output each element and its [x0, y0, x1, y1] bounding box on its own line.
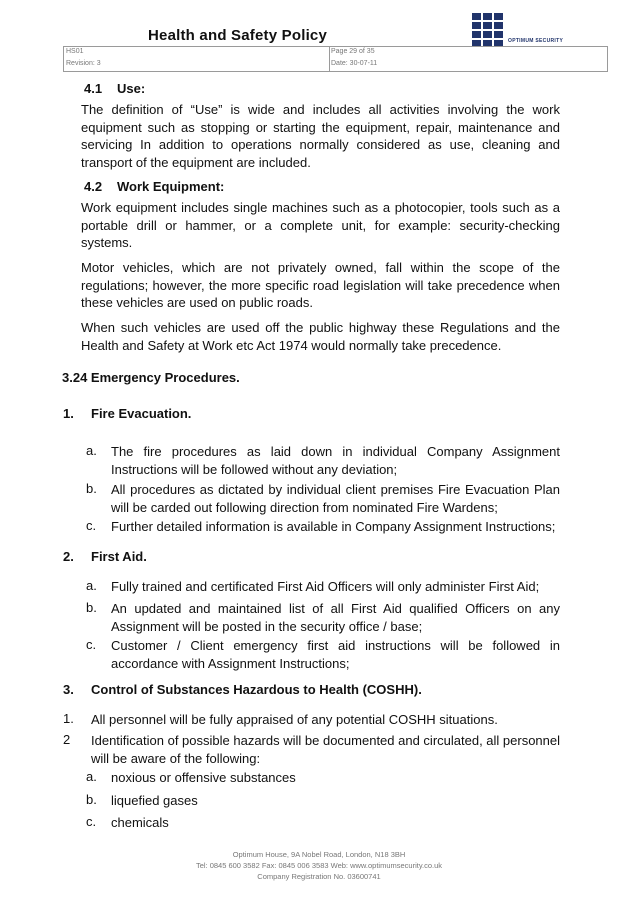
section-4-2-number: 4.2 [84, 179, 103, 194]
list-item-label: b. [86, 600, 97, 615]
coshh-point: Identification of possible hazards will be documented and circulated, all personnel will be aware of the following: [91, 733, 561, 766]
section-4-1-number: 4.1 [84, 81, 103, 96]
list-item: All procedures as dictated by individual client premises Fire Evacuation Plan will be carded out following direction from nominated Fire Wardens; [111, 482, 560, 515]
fire-evacuation-number: 1. [63, 406, 74, 421]
coshh-point-label: 1. [63, 711, 74, 726]
list-item: chemicals [111, 815, 169, 830]
list-item: Further detailed information is available in Company Assignment Instructions; [111, 519, 556, 534]
logo-text: OPTIMUM SECURITY [508, 38, 564, 44]
section-3-24-heading: 3.24 Emergency Procedures. [62, 370, 240, 385]
list-item-label: c. [86, 518, 97, 533]
list-item-label: c. [86, 637, 97, 652]
coshh-point: All personnel will be fully appraised of any potential COSHH situations. [91, 712, 498, 727]
page-number: Page 29 of 35 [331, 48, 375, 55]
list-item-label: c. [86, 814, 97, 829]
fire-evacuation-heading: Fire Evacuation. [91, 406, 192, 421]
list-item: Customer / Client emergency first aid instructions will be followed in accordance with Assignment Instructions; [111, 638, 560, 671]
footer-registration: Company Registration No. 03600741 [257, 872, 381, 881]
list-item-label: a. [86, 443, 97, 458]
section-4-2-para-2: Motor vehicles, which are not privately owned, fall within the scope of the regulations; however, the more specific road legislation will take precedence when these vehicles are used on public roads. [81, 260, 560, 310]
first-aid-heading: First Aid. [91, 549, 147, 564]
section-4-2-para-3: When such vehicles are used off the public highway these Regulations and the Health and Safety at Work etc Act 1974 would normally take precedence. [81, 320, 560, 353]
footer-contact: Tel: 0845 600 3582 Fax: 0845 006 3583 Web: www.optimumsecurity.co.uk [195, 861, 443, 870]
list-item: Fully trained and certificated First Aid Officers will only administer First Aid; [111, 579, 540, 594]
list-item: liquefied gases [111, 793, 198, 808]
list-item-label: b. [86, 792, 97, 807]
section-4-1-body: The definition of “Use” is wide and includes all activities involving the work equipment such as stopping or starting the equipment, repair, maintenance and servicing In addition to operations normally considered as use, cleaning and transport of the equipment are included. [81, 102, 560, 170]
revision: Revision: 3 [66, 60, 101, 67]
doc-id: HS01 [66, 48, 84, 55]
list-item-label: a. [86, 769, 97, 784]
section-4-2-para-1: Work equipment includes single machines such as a photocopier, tools such as a portable drill or hammer, or a complete unit, for example: security-checking systems. [81, 200, 560, 250]
first-aid-number: 2. [63, 549, 74, 564]
list-item: noxious or offensive substances [111, 770, 296, 785]
list-item-label: b. [86, 481, 97, 496]
list-item: The fire procedures as laid down in individual Company Assignment Instructions will be followed without any deviation; [111, 444, 560, 477]
coshh-point-label: 2 [63, 732, 71, 747]
list-item-label: a. [86, 578, 97, 593]
section-4-2-heading: Work Equipment: [117, 179, 225, 194]
list-item: An updated and maintained list of all First Aid qualified Officers on any Assignment will be posted in the security office / base; [111, 601, 560, 634]
document-title: Health and Safety Policy [148, 27, 328, 44]
company-logo [472, 13, 602, 47]
doc-date: Date: 30-07-11 [331, 60, 378, 67]
coshh-heading: Control of Substances Hazardous to Health (COSHH). [91, 682, 422, 697]
coshh-number: 3. [63, 682, 74, 697]
footer-address: Optimum House, 9A Nobel Road, London, N18 3BH [232, 850, 406, 859]
section-4-1-heading: Use: [117, 81, 146, 96]
logo-grid-icon [472, 13, 506, 47]
